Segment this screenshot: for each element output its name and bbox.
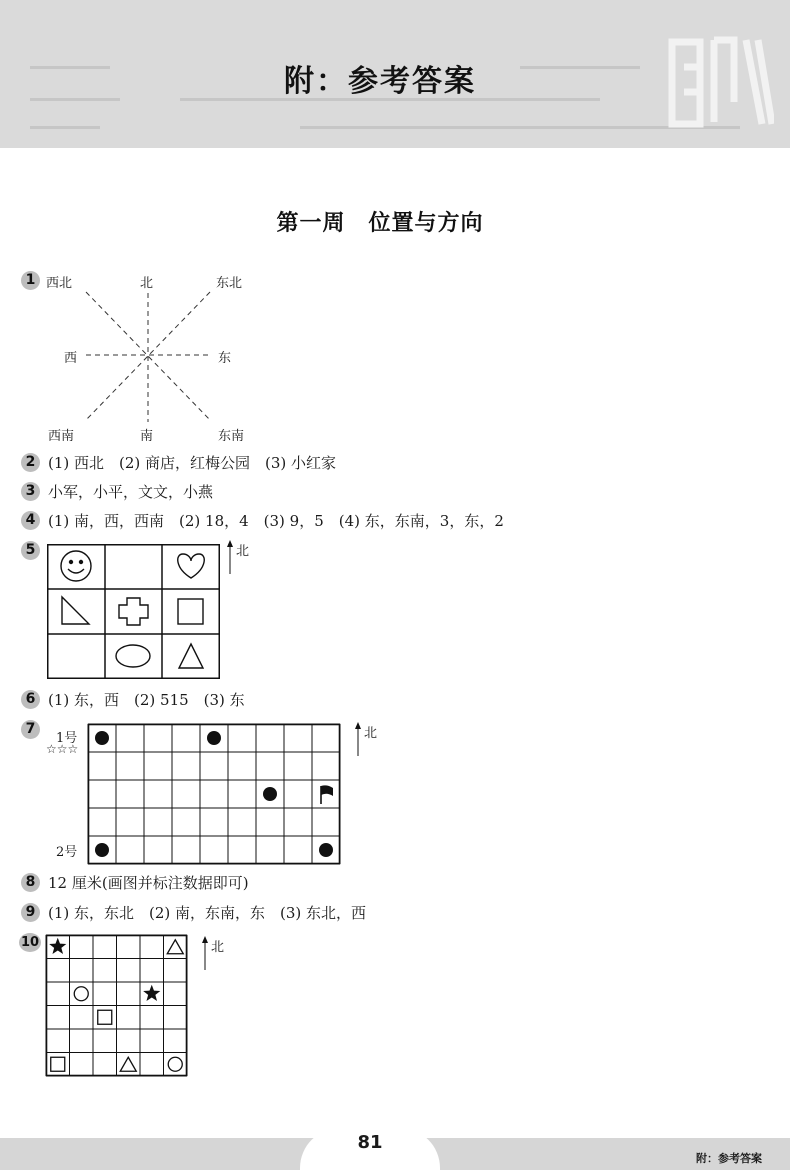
star-rating: ☆☆☆ xyxy=(46,742,79,756)
question-number-1: 1 xyxy=(21,271,40,290)
start-label-1: 1号 xyxy=(56,731,78,746)
start-label-2: 2号 xyxy=(56,845,78,860)
filled-star-icon xyxy=(143,985,160,1001)
symbol-grid xyxy=(46,935,187,1076)
page-number: 81 xyxy=(357,1132,383,1153)
north-arrow-icon xyxy=(226,540,234,574)
question-number-6: 6 xyxy=(21,690,40,709)
answer-8: 12 厘米(画图并标注数据即可) xyxy=(48,874,249,892)
shape-grid xyxy=(47,544,220,679)
dot-marker xyxy=(207,731,221,745)
direction-label-w: 西 xyxy=(64,351,78,366)
circle-icon xyxy=(74,987,88,1001)
grid-lines xyxy=(46,935,187,1076)
cross-icon xyxy=(119,598,148,625)
circle-icon xyxy=(168,1057,182,1071)
answer-6: (1) 东，西 (2) 515 (3) 东 xyxy=(48,691,245,709)
answer-4: (1) 南，西，西南 (2) 18，4 (3) 9，5 (4) 东，东南，3，东，2 xyxy=(48,512,504,530)
square-icon xyxy=(178,599,203,624)
dot-marker xyxy=(95,843,109,857)
triangle-icon xyxy=(179,644,203,668)
north-label-5: 北 xyxy=(236,544,250,559)
question-number-8: 8 xyxy=(21,873,40,892)
north-label-7: 北 xyxy=(364,726,378,741)
answer-9: (1) 东，东北 (2) 南，东南，东 (3) 东北，西 xyxy=(48,904,367,922)
question-number-9: 9 xyxy=(21,903,40,922)
ellipse-icon xyxy=(116,645,150,667)
direction-label-n: 北 xyxy=(140,276,154,291)
direction-label-e: 东 xyxy=(218,351,232,366)
heart-icon xyxy=(178,554,205,578)
question-number-5: 5 xyxy=(21,541,40,560)
question-number-3: 3 xyxy=(21,482,40,501)
direction-label-nw: 西北 xyxy=(46,276,73,291)
north-arrow-icon xyxy=(201,936,209,970)
section-title: 第一周 位置与方向 xyxy=(276,211,484,236)
question-number-2: 2 xyxy=(21,453,40,472)
direction-label-ne: 东北 xyxy=(216,276,243,291)
question-number-10: 10 xyxy=(20,935,40,950)
square-icon xyxy=(98,1010,112,1024)
question-number-7: 7 xyxy=(21,720,40,739)
question-number-4: 4 xyxy=(21,511,40,530)
north-arrow-icon xyxy=(354,722,362,756)
route-grid xyxy=(88,724,340,864)
flag-icon xyxy=(321,785,333,804)
page-title: 附：参考答案 xyxy=(284,64,476,99)
triangle-right-icon xyxy=(62,597,89,624)
answer-3: 小军，小平，文文，小燕 xyxy=(48,483,214,501)
north-label-10: 北 xyxy=(211,940,225,955)
dot-marker xyxy=(95,731,109,745)
direction-label-sw: 西南 xyxy=(48,429,75,444)
triangle-icon xyxy=(120,1057,136,1071)
direction-label-s: 南 xyxy=(140,429,154,444)
direction-label-se: 东南 xyxy=(218,429,245,444)
answer-2: (1) 西北 (2) 商店，红梅公园 (3) 小红家 xyxy=(48,454,337,472)
dot-marker xyxy=(263,787,277,801)
filled-star-icon xyxy=(49,938,66,954)
triangle-icon xyxy=(167,940,183,954)
smiley-icon xyxy=(61,551,91,581)
square-icon xyxy=(51,1057,65,1071)
footer-label: 附：参考答案 xyxy=(696,1152,762,1165)
dot-marker xyxy=(319,843,333,857)
